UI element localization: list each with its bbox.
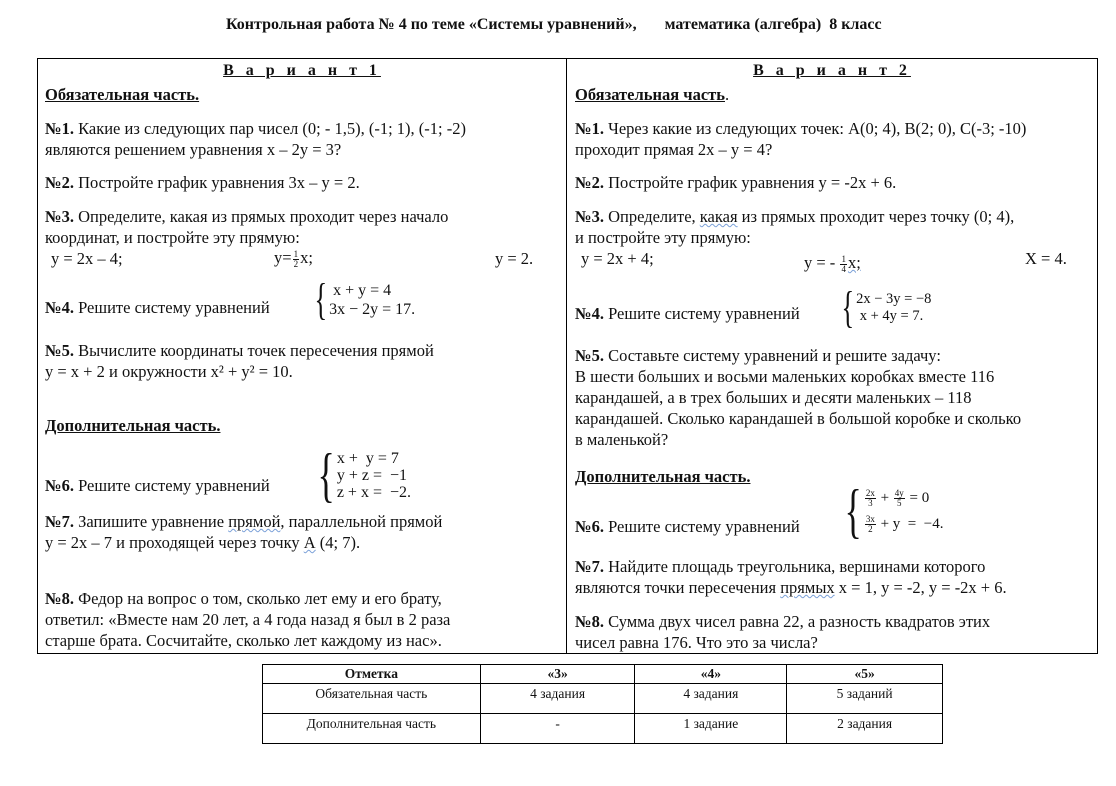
task-number: №3. <box>575 207 604 226</box>
task-text: какая <box>699 207 738 226</box>
v1-task-6-system <box>306 442 411 508</box>
task-text: Составьте систему уравнений и решите задачу: <box>608 346 941 365</box>
v1-task-1 <box>45 118 466 160</box>
v1-task-8 <box>45 588 450 651</box>
task-text: и постройте эту прямую: <box>575 228 751 247</box>
table-cell: 2 задания <box>787 714 943 744</box>
grading-header-cell: «3» <box>480 665 635 684</box>
task-text: карандашей, а в трех больших и десяти маленьких – 118 <box>575 388 972 407</box>
v2-task-3-option-1: y = 2x + 4; <box>581 249 654 268</box>
v2-task-2 <box>575 172 896 193</box>
equation <box>864 511 944 537</box>
fraction <box>840 255 847 274</box>
equation-rest: = 0 <box>905 490 930 506</box>
task-number: №7. <box>575 557 604 576</box>
task-text: Решите систему уравнений <box>78 476 270 495</box>
table-row <box>263 714 943 744</box>
option-prefix: y = - <box>804 253 840 272</box>
task-text: проходит прямая 2x – y = 4? <box>575 140 773 159</box>
task-number: №4. <box>575 304 604 323</box>
table-cell: Обязательная часть <box>263 684 481 714</box>
equation: 3x − 2y = 17. <box>329 301 416 318</box>
fraction <box>865 489 876 508</box>
table-cell: 1 задание <box>635 714 787 744</box>
task-text: x = 1, y = -2, y = -2x + 6. <box>834 578 1007 597</box>
v2-task-4-system <box>833 283 932 332</box>
task-number: №1. <box>45 119 74 138</box>
task-number: №8. <box>575 612 604 631</box>
option-prefix: y= <box>274 248 292 267</box>
numerator: 4y <box>894 488 904 499</box>
fraction <box>293 250 300 269</box>
table-cell: 4 задания <box>635 684 787 714</box>
task-text: являются точки пересечения <box>575 578 781 597</box>
equation: x + 4y = 7. <box>856 308 924 324</box>
task-text: Постройте график уравнения 3x – y = 2. <box>78 173 360 192</box>
task-number: №8. <box>45 589 74 608</box>
task-number: №1. <box>575 119 604 138</box>
task-text: координат, и постройте эту прямую: <box>45 228 300 247</box>
v1-task-3-option-2 <box>274 247 313 269</box>
grading-header-cell: Отметка <box>263 665 481 684</box>
option-suffix: x; <box>847 253 861 272</box>
variant-2-heading: В а р и а н т 2 <box>753 62 911 79</box>
table-cell: Дополнительная часть <box>263 714 481 744</box>
task-text: Решите систему уравнений <box>78 298 270 317</box>
v1-task-2 <box>45 172 360 193</box>
brace-symbol: { <box>314 275 328 324</box>
task-number: №4. <box>45 298 74 317</box>
variant-1-heading: В а р и а н т 1 <box>223 62 381 79</box>
task-number: №6. <box>45 476 74 495</box>
v1-task-3 <box>45 206 448 248</box>
task-text: Постройте график уравнения y = -2x + 6. <box>608 173 897 192</box>
task-number: №5. <box>45 341 74 360</box>
task-text: Определите, какая из прямых проходит через начало <box>78 207 449 226</box>
v1-task-5 <box>45 340 434 382</box>
numerator: 3x <box>865 514 875 525</box>
v1-mandatory-heading: Обязательная часть. <box>45 85 200 104</box>
brace-symbol: { <box>844 478 862 544</box>
task-text: Через какие из следующих точек: А(0; 4), В(2; 0), С(-3; -10) <box>608 119 1027 138</box>
task-text: старше брата. Сосчитайте, сколько лет каждому из нас». <box>45 631 442 650</box>
equation-rest: + y = −4. <box>876 516 944 532</box>
task-number: №2. <box>575 173 604 192</box>
v1-task-4-system <box>306 275 416 324</box>
denominator: 2 <box>293 258 299 269</box>
brace-symbol: { <box>317 442 335 508</box>
v1-task-6 <box>45 475 270 496</box>
task-text: Вычислите координаты точек пересечения прямой <box>78 341 434 360</box>
task-text: Какие из следующих пар чисел (0; - 1,5), (-1; 1), (-1; -2) <box>78 119 466 138</box>
task-text: , параллельной прямой <box>280 512 443 531</box>
equation: x + y = 4 <box>329 282 392 299</box>
denominator: 3 <box>868 498 873 509</box>
v2-mandatory-heading <box>575 84 729 105</box>
table-cell: 5 заданий <box>787 684 943 714</box>
v2-task-5 <box>575 345 1021 450</box>
v2-task-6 <box>575 516 800 537</box>
task-text: в маленькой? <box>575 430 669 449</box>
task-number: №7. <box>45 512 74 531</box>
variants-table <box>37 58 1098 654</box>
v1-task-3-option-3: y = 2. <box>495 249 534 268</box>
option-suffix: x; <box>300 248 313 267</box>
task-text: В шести больших и восьми маленьких коробках вместе 116 <box>575 367 995 386</box>
table-row <box>263 684 943 714</box>
task-number: №3. <box>45 207 74 226</box>
task-text: из прямых проходит через точку (0; 4), <box>737 207 1015 226</box>
brace-symbol: { <box>841 283 855 332</box>
grading-header-cell: «4» <box>635 665 787 684</box>
v2-task-3-option-3: X = 4. <box>1025 249 1067 268</box>
fraction <box>865 515 876 534</box>
task-text: чисел равна 176. Что это за числа? <box>575 633 818 652</box>
task-text: карандашей. Сколько карандашей в большой коробке и сколько <box>575 409 1022 428</box>
equation: 2x − 3y = −8 <box>856 291 932 307</box>
task-text: Определите, <box>608 207 700 226</box>
equation: y + z = −1 <box>336 466 407 484</box>
equation: $\frac{2x}{3}$ + $\frac{4y}{5}$ = 0 <box>865 488 930 509</box>
v1-extra-heading: Дополнительная часть. <box>45 416 221 435</box>
denominator: 2 <box>868 524 873 535</box>
task-text: ответил: «Вместе нам 20 лет, а 4 года назад я был в 2 раза <box>45 610 451 629</box>
task-text: Найдите площадь треугольника, вершинами которого <box>608 557 986 576</box>
page-title: Контрольная работа № 4 по теме «Системы уравнений», математика (алгебра) 8 класс <box>226 16 882 33</box>
task-text: прямой <box>228 512 281 531</box>
numerator: 1 <box>293 248 299 259</box>
grading-header-cell: «5» <box>787 665 943 684</box>
task-number: №2. <box>45 173 74 192</box>
task-text: Решите систему уравнений <box>608 304 800 323</box>
v2-task-7 <box>575 556 1007 598</box>
task-text: y = 2x – 7 и проходящей через точку <box>45 533 304 552</box>
task-text: являются решением уравнения x – 2y = 3? <box>45 140 342 159</box>
task-text: Федор на вопрос о том, сколько лет ему и его брату, <box>78 589 442 608</box>
task-text: Сумма двух чисел равна 22, а разность квадратов этих <box>608 612 991 631</box>
v2-task-1 <box>575 118 1026 160</box>
section-title: Обязательная часть <box>575 85 725 104</box>
equation: z + x = −2. <box>336 483 411 501</box>
v1-task-7 <box>45 511 442 553</box>
variant-2-column <box>567 59 1097 653</box>
v2-extra-heading: Дополнительная часть. <box>575 467 751 486</box>
task-text: (4; 7). <box>315 533 361 552</box>
task-number: №5. <box>575 346 604 365</box>
table-cell: 4 задания <box>480 684 635 714</box>
denominator: 4 <box>841 263 846 274</box>
fraction <box>894 489 905 508</box>
grading-header-row <box>263 665 943 684</box>
v2-task-3 <box>575 206 1014 248</box>
v2-task-8 <box>575 611 990 653</box>
numerator: 2x <box>865 488 875 499</box>
task-text: Запишите уравнение <box>78 512 229 531</box>
task-text: Решите систему уравнений <box>608 517 800 536</box>
v2-task-4 <box>575 303 800 324</box>
v2-task-6-system <box>833 478 944 544</box>
numerator: 1 <box>841 253 846 264</box>
task-text: y = x + 2 и окружности x² + y² = 10. <box>45 362 293 381</box>
v2-task-3-option-2 <box>804 252 861 274</box>
v1-task-4 <box>45 297 270 318</box>
section-dot: . <box>724 85 730 104</box>
grading-table <box>262 664 943 744</box>
task-number: №6. <box>575 517 604 536</box>
equation: x + y = 7 <box>336 449 399 467</box>
denominator: 5 <box>897 498 902 509</box>
variant-1-column <box>38 59 567 653</box>
table-cell: - <box>480 714 635 744</box>
v1-task-3-option-1: y = 2x – 4; <box>51 249 123 268</box>
task-text: прямых <box>780 578 835 597</box>
task-text: А <box>303 533 316 552</box>
